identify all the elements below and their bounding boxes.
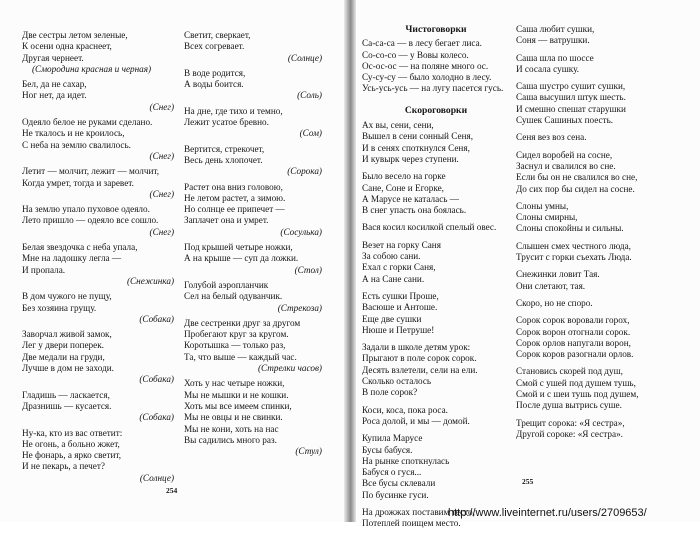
twister-line: На дрожжах поставим тесто, (362, 506, 475, 517)
twister-line: Слоны умны, (516, 200, 569, 211)
tongue-twister-block (516, 269, 686, 292)
riddle-block (22, 166, 174, 200)
riddle-line: Вертится, стрекочет, (184, 143, 265, 154)
riddle-answer: (Соль) (297, 90, 322, 101)
riddles-column-2 (184, 30, 322, 461)
riddle-line: Дразнишь — кусается. (22, 400, 112, 411)
riddle-line: Лучше в дом не заходи. (22, 363, 114, 374)
twister-line: Сидел воробей на сосне, (516, 149, 613, 160)
tongue-twisters-column-2 (516, 24, 686, 446)
tongue-twister-block (362, 222, 510, 233)
riddle-line: Другая чернеет. (22, 52, 84, 63)
riddle-line: Сел на белый одуванчик. (184, 291, 283, 302)
twister-line: Купила Марусе (362, 433, 423, 444)
riddle-line: Лег у двери поперек. (22, 340, 104, 351)
riddle-line: Две сестренки друг за другом (184, 317, 301, 328)
riddle-line: Хоть у нас четыре ножки, (184, 378, 285, 389)
riddle-line: Та, что выше — каждый час. (184, 351, 297, 362)
riddle-line: Мы не мышки и не кошки. (184, 389, 289, 400)
riddles-column-1 (22, 30, 174, 488)
riddle-answer: (Солнце) (139, 472, 174, 483)
tongue-twisters-column-1 (362, 24, 510, 536)
riddle-line: А воды боится. (184, 79, 244, 90)
tongue-twister-block (516, 241, 686, 264)
tongue-twister-block (516, 315, 686, 360)
riddle-line: Летит — молчит, лежит — молчит, (22, 166, 160, 177)
riddle-line: Мы не кони, хоть на нас (184, 423, 279, 434)
tongue-twister-block (516, 150, 686, 195)
twister-line: И сосала сушку. (516, 63, 580, 74)
riddle-line: И не пекарь, а печет? (22, 461, 105, 472)
riddle-answer: (Снег) (149, 188, 174, 199)
twister-line: Есть сушки Проше, (362, 290, 439, 301)
twister-line: Ехал с горки Саня, (362, 262, 436, 273)
twister-line: Слоны смирны, (516, 212, 578, 223)
riddle-line: На дне, где тихо и темно, (184, 105, 283, 116)
twister-line: Роса долой, и мы — домой. (362, 415, 470, 426)
chistogovorka-line: Ос-ос-ос — на поляне много ос. (362, 60, 489, 71)
riddle-block (22, 117, 174, 162)
riddle-line: На землю упало пуховое одеяло. (22, 204, 150, 215)
riddle-answer: (Собака) (139, 412, 174, 423)
riddle-line: Мы не овцы и не свинки. (184, 412, 283, 423)
tongue-twister-block (516, 201, 686, 235)
riddle-line: И пропала. (22, 264, 66, 275)
riddle-line: Одеяло белое не руками сделано. (22, 117, 153, 128)
riddle-line: Не летом растет, а зимою. (184, 192, 286, 203)
riddle-line: Не фонарь, а ярко светит, (22, 450, 122, 461)
riddle-block (184, 242, 322, 276)
chistogovorka-line: Со-со-со — у Вовы колесо. (362, 49, 469, 60)
chistogovorka-line: Са-са-са — в лесу бегает лиса. (362, 38, 482, 49)
twister-line: И в сенях споткнулся Сеня, (362, 142, 470, 153)
twister-line: Сеня вез воз сена. (516, 132, 587, 143)
riddle-line: Лето пришло — одеяло все сошло. (22, 215, 159, 226)
twister-line: В поле сорок? (362, 387, 418, 398)
riddle-line: В воде родится, (184, 67, 246, 78)
tongue-twister-block (362, 342, 510, 398)
twister-line: Сорок орлов напугали ворон, (516, 337, 631, 348)
twister-line: Другой сороке: «Я сестра». (516, 428, 623, 439)
twister-line: Сорок коров разогнали орлов. (516, 349, 634, 360)
twister-line: Вышел в сени сонный Сеня, (362, 131, 474, 142)
riddle-answer: (Смородина красная и черная) (32, 63, 152, 74)
riddle-line: Когда умрет, тогда и заревет. (22, 177, 134, 188)
riddle-block (184, 68, 322, 102)
riddle-block (184, 144, 322, 178)
riddle-line: Не ткалось и не кроилось, (22, 128, 125, 139)
riddle-block (184, 106, 322, 140)
twister-line: А на Сане сани. (362, 273, 425, 284)
twister-line: Снежинки ловит Тая. (516, 269, 600, 280)
watermark-url: http://www.liveinternet.ru/users/2709653/ (448, 507, 647, 519)
riddle-answer: (Стрелки часов) (257, 363, 322, 374)
riddle-line: Две медали на груди, (22, 351, 105, 362)
heading-skorogovorki: Скороговорки (404, 104, 468, 116)
riddle-line: В дом чужого не пущу, (22, 291, 112, 302)
riddle-block (22, 390, 174, 424)
twister-line: Становись скорей под душ, (516, 366, 623, 377)
tongue-twister-block (362, 291, 510, 336)
tongue-twister-block (516, 418, 686, 441)
riddle-answer: (Стрекоза) (277, 302, 322, 313)
riddle-line: Под крышей четыре ножки, (184, 242, 293, 253)
tongue-twister-block (516, 24, 686, 47)
twister-line: Слышен смех честного люда, (516, 240, 631, 251)
right-page (352, 0, 700, 529)
twister-line: В снег упасть она боялась. (362, 205, 467, 216)
left-page (0, 0, 348, 522)
riddle-answer: (Стол) (294, 264, 322, 275)
riddle-line: Не огонь, а больно жжет, (22, 438, 120, 449)
riddle-line: Весь день хлопочет. (184, 154, 263, 165)
riddle-line: Всех согревает. (184, 41, 245, 52)
riddle-line: Растет она вниз головою, (184, 181, 283, 192)
twister-line: Если бы он не свалился во сне, (516, 172, 638, 183)
chistogovorka-line: Су-су-су — было холодно в лесу. (362, 72, 492, 83)
twister-line: Они слетают, тая. (516, 280, 586, 291)
twister-line: А Марусе не каталась — (362, 193, 459, 204)
twister-line: Сорок сорок воровали горох, (516, 315, 630, 326)
riddle-line: Гладишь — ласкается, (22, 389, 110, 400)
riddle-block (22, 30, 174, 75)
chistogovorki-list (362, 38, 510, 94)
riddle-answer: (Сосулька) (280, 226, 322, 237)
twister-line: Бабуся о гуся... (362, 467, 422, 478)
riddle-line: Коротышка — только раз, (184, 340, 286, 351)
twister-line: Сколько осталось (362, 376, 432, 387)
twister-line: Смой и с шеи тушь под душем, (516, 389, 639, 400)
riddle-line: Заворчал живой замок, (22, 329, 112, 340)
skorogovorki-list-1 (362, 120, 510, 530)
riddle-answer: (Снежинка) (126, 275, 174, 286)
twister-line: Бусы бабуся. (362, 444, 413, 455)
twister-line: После душа вытрись суше. (516, 400, 622, 411)
riddle-line: Голубой аэропланчик (184, 279, 269, 290)
twister-line: Трещит сорока: «Я сестра», (516, 417, 625, 428)
tongue-twister-block (516, 298, 686, 309)
riddle-line: Вы садились много раз. (184, 434, 277, 445)
twister-line: Заснул и свалился во сне. (516, 160, 616, 171)
riddle-answer: (Снег) (149, 150, 174, 161)
heading-chistogovorki: Чистоговорки (405, 24, 467, 35)
riddle-answer: (Сом) (299, 128, 322, 139)
twister-line: Сорок ворон отогнали сорок. (516, 326, 631, 337)
tongue-twister-block (362, 171, 510, 216)
riddle-line: Ну-ка, кто из вас ответит: (22, 427, 123, 438)
riddle-block (184, 318, 322, 374)
twister-line: И кувырк через ступени. (362, 153, 459, 164)
twister-line: Было весело на горке (362, 171, 446, 182)
riddle-answer: (Собака) (139, 313, 174, 324)
tongue-twister-block (362, 433, 510, 501)
riddle-line: Белая звездочка с неба упала, (22, 242, 138, 253)
twister-line: Вася косил косилкой спелый овес. (362, 222, 497, 233)
riddle-block (184, 378, 322, 457)
twister-line: Смой с ушей под душем тушь, (516, 377, 636, 388)
riddle-line: Бел, да не сахар, (22, 79, 87, 90)
twister-line: Ах вы, сени, сени, (362, 120, 434, 131)
riddle-block (184, 280, 322, 314)
riddle-block (22, 329, 174, 385)
tongue-twister-block (516, 366, 686, 411)
twister-line: Соня — ватрушки. (516, 35, 590, 46)
riddle-block (22, 79, 174, 113)
twister-line: Саша шустро сушит сушки, (516, 81, 626, 92)
riddle-answer: (Снег) (149, 101, 174, 112)
page-number-right: 255 (522, 477, 534, 486)
twister-line: На рынке споткнулась (362, 455, 450, 466)
riddle-line: А на крыше — суп да ложки. (184, 253, 299, 264)
twister-line: Сане, Соне и Егорке, (362, 182, 444, 193)
tongue-twister-block (362, 240, 510, 285)
riddle-answer: (Снег) (149, 226, 174, 237)
twister-line: За собою сани. (362, 251, 421, 262)
twister-line: Васюше и Антоше. (362, 302, 438, 313)
riddle-answer: (Стул) (295, 446, 322, 457)
twister-line: Скоро, но не споро. (516, 297, 593, 308)
twister-line: Саша высушил штук шесть. (516, 92, 626, 103)
riddle-line: Но солнце ее припечет — (184, 204, 285, 215)
twister-line: Десять взлетели, сели на ели. (362, 364, 478, 375)
riddle-answer: (Собака) (139, 374, 174, 385)
riddle-line: К осени одна краснеет, (22, 41, 112, 52)
tongue-twister-block (516, 132, 686, 143)
riddle-block (184, 182, 322, 238)
riddle-line: Заплачет она и умрет. (184, 215, 269, 226)
riddle-line: Светит, сверкает, (184, 30, 251, 40)
twister-line: До сих пор бы сидел на сосне. (516, 183, 635, 194)
twister-line: Еще две сушки (362, 313, 422, 324)
twister-line: Везет на горку Саня (362, 239, 441, 250)
riddle-block (22, 242, 174, 287)
riddle-line: С неба на землю свалилось. (22, 139, 131, 150)
riddle-line: Хоть мы все имеем спинки, (184, 400, 292, 411)
tongue-twister-block (516, 53, 686, 76)
twister-line: Трусит с горки съехать Люда. (516, 252, 632, 263)
riddle-answer: (Солнце) (287, 52, 322, 63)
twister-line: Задали в школе детям урок: (362, 342, 471, 353)
twister-line: Нюше и Петруше! (362, 324, 435, 335)
riddle-block (184, 30, 322, 64)
riddle-block (22, 428, 174, 484)
twister-line: Сушек Сашиных поесть. (516, 115, 614, 126)
riddle-line: Лежит усатое бревно. (184, 117, 269, 128)
twister-line: Прыгают в поле сорок сорок. (362, 353, 477, 364)
chistogovorka-line: Усь-усь-усь — на лугу пасется гусь. (362, 83, 504, 94)
twister-line: Все бусы склевали (362, 478, 436, 489)
riddle-line: Две сестры летом зеленые, (22, 30, 128, 40)
tongue-twister-block (362, 405, 510, 428)
riddle-answer: (Сорока) (287, 166, 322, 177)
riddle-line: Пробегают круг за кругом. (184, 329, 289, 340)
riddle-line: Ног нет, да идет. (22, 90, 87, 101)
riddle-block (22, 204, 174, 238)
twister-line: Потеплей поищем место. (362, 518, 461, 529)
riddle-block (22, 291, 174, 325)
riddle-line: Без хозяина грущу. (22, 302, 97, 313)
page-number-left: 254 (166, 486, 178, 495)
twister-line: Саша любит сушки, (516, 24, 595, 34)
twister-line: Слоны спокойны и сильны. (516, 223, 624, 234)
twister-line: Саша шла по шоссе (516, 52, 594, 63)
twister-line: Коси, коса, пока роса. (362, 404, 448, 415)
tongue-twister-block (362, 120, 510, 165)
riddle-line: Мне на ладошку легла — (22, 253, 122, 264)
twister-line: По бусинке гуси. (362, 489, 429, 500)
twister-line: И смешно спешат старушки (516, 103, 626, 114)
tongue-twister-block (516, 81, 686, 126)
